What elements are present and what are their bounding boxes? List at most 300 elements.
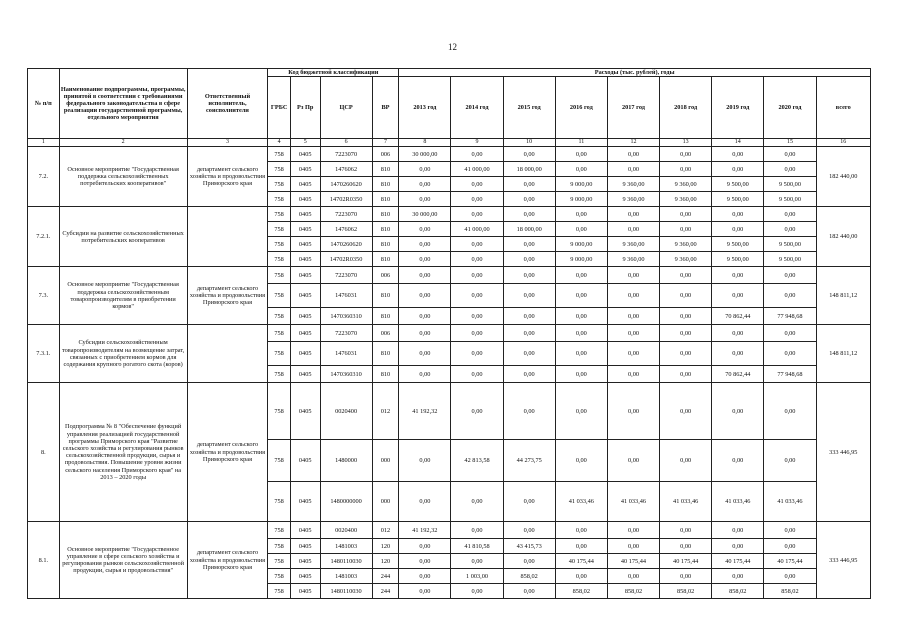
year-amount-cell: 77 948,68 bbox=[764, 366, 816, 383]
csr-cell: 1481003 bbox=[320, 539, 372, 554]
year-amount-cell: 0,00 bbox=[399, 267, 451, 284]
csr-cell: 1481003 bbox=[320, 569, 372, 584]
page-number: 12 bbox=[448, 42, 457, 52]
year-amount-cell: 0,00 bbox=[451, 482, 503, 522]
rzpr-cell: 0405 bbox=[290, 325, 320, 342]
year-amount-cell: 0,00 bbox=[555, 539, 607, 554]
rzpr-cell: 0405 bbox=[290, 539, 320, 554]
rzpr-cell: 0405 bbox=[290, 584, 320, 599]
rzpr-cell: 0405 bbox=[290, 284, 320, 308]
year-amount-cell: 0,00 bbox=[607, 267, 659, 284]
year-amount-cell: 858,02 bbox=[712, 584, 764, 599]
vr-cell: 012 bbox=[372, 383, 399, 440]
item-name: Субсидии сельскохозяйственным товаропроизводителям на возмещение затрат, связанных с приобретением кормов для содержания крупного рогатого скота (коров) bbox=[59, 325, 187, 383]
year-amount-cell: 0,00 bbox=[660, 366, 712, 383]
year-amount-cell: 0,00 bbox=[503, 584, 555, 599]
year-amount-cell: 0,00 bbox=[712, 569, 764, 584]
year-amount-cell: 0,00 bbox=[503, 383, 555, 440]
item-responsible: департамент сельского хозяйства и продовольствия Приморского края bbox=[187, 383, 268, 522]
year-amount-cell: 41 810,58 bbox=[451, 539, 503, 554]
rzpr-cell: 0405 bbox=[290, 308, 320, 325]
year-amount-cell: 41 033,46 bbox=[555, 482, 607, 522]
year-amount-cell: 41 033,46 bbox=[607, 482, 659, 522]
year-amount-cell: 41 000,00 bbox=[451, 162, 503, 177]
grbs-cell: 758 bbox=[268, 482, 291, 522]
csr-cell: 1476062 bbox=[320, 162, 372, 177]
vr-cell: 810 bbox=[372, 252, 399, 267]
year-amount-cell: 40 175,44 bbox=[607, 554, 659, 569]
year-amount-cell: 9 500,00 bbox=[712, 192, 764, 207]
year-amount-cell: 0,00 bbox=[712, 383, 764, 440]
vr-cell: 810 bbox=[372, 177, 399, 192]
year-amount-cell: 0,00 bbox=[451, 325, 503, 342]
year-amount-cell: 9 360,00 bbox=[660, 192, 712, 207]
year-amount-cell: 0,00 bbox=[399, 440, 451, 482]
year-amount-cell: 0,00 bbox=[451, 584, 503, 599]
vr-cell: 810 bbox=[372, 192, 399, 207]
year-amount-cell: 0,00 bbox=[451, 192, 503, 207]
year-amount-cell: 858,02 bbox=[503, 569, 555, 584]
item-name: Основное мероприятие "Государственная поддержка сельскохозяйственным товаропроизводителям в приобретении кормов" bbox=[59, 267, 187, 325]
year-amount-cell: 858,02 bbox=[660, 584, 712, 599]
year-amount-cell: 0,00 bbox=[555, 325, 607, 342]
csr-cell: 0020400 bbox=[320, 522, 372, 539]
year-amount-cell: 0,00 bbox=[399, 192, 451, 207]
year-amount-cell: 0,00 bbox=[503, 207, 555, 222]
year-amount-cell: 70 862,44 bbox=[712, 366, 764, 383]
year-amount-cell: 0,00 bbox=[764, 383, 816, 440]
year-amount-cell: 0,00 bbox=[764, 569, 816, 584]
year-amount-cell: 30 000,00 bbox=[399, 207, 451, 222]
year-amount-cell: 0,00 bbox=[607, 342, 659, 366]
year-amount-cell: 0,00 bbox=[607, 366, 659, 383]
header-grbs: ГРБС bbox=[268, 77, 291, 139]
grbs-cell: 758 bbox=[268, 569, 291, 584]
year-amount-cell: 0,00 bbox=[607, 308, 659, 325]
year-amount-cell: 0,00 bbox=[399, 252, 451, 267]
grbs-cell: 758 bbox=[268, 366, 291, 383]
year-amount-cell: 0,00 bbox=[607, 284, 659, 308]
year-amount-cell: 9 000,00 bbox=[555, 192, 607, 207]
year-amount-cell: 0,00 bbox=[607, 325, 659, 342]
header-total: всего bbox=[816, 77, 870, 139]
year-amount-cell: 0,00 bbox=[607, 522, 659, 539]
year-amount-cell: 1 003,00 bbox=[451, 569, 503, 584]
year-amount-cell: 0,00 bbox=[503, 147, 555, 162]
header-year: 2016 год bbox=[555, 77, 607, 139]
year-amount-cell: 0,00 bbox=[764, 539, 816, 554]
header-name: Наименование подпрограммы, программы, принятой в соответствии с требованиями федерального законодательства в сфере реализации государственной программы, отдельного мероприятия bbox=[59, 69, 187, 139]
year-amount-cell: 0,00 bbox=[399, 177, 451, 192]
rzpr-cell: 0405 bbox=[290, 366, 320, 383]
column-index: 7 bbox=[372, 139, 399, 147]
header-vr: ВР bbox=[372, 77, 399, 139]
year-amount-cell: 0,00 bbox=[555, 147, 607, 162]
grbs-cell: 758 bbox=[268, 539, 291, 554]
year-amount-cell: 40 175,44 bbox=[764, 554, 816, 569]
csr-cell: 7223070 bbox=[320, 267, 372, 284]
vr-cell: 810 bbox=[372, 207, 399, 222]
rzpr-cell: 0405 bbox=[290, 482, 320, 522]
year-amount-cell: 0,00 bbox=[503, 522, 555, 539]
vr-cell: 012 bbox=[372, 522, 399, 539]
year-amount-cell: 0,00 bbox=[399, 222, 451, 237]
year-amount-cell: 9 360,00 bbox=[660, 252, 712, 267]
rzpr-cell: 0405 bbox=[290, 554, 320, 569]
year-amount-cell: 0,00 bbox=[555, 440, 607, 482]
grbs-cell: 758 bbox=[268, 207, 291, 222]
year-amount-cell: 0,00 bbox=[399, 308, 451, 325]
item-total: 333 446,95 bbox=[816, 522, 870, 599]
year-amount-cell: 0,00 bbox=[712, 539, 764, 554]
column-index: 15 bbox=[764, 139, 816, 147]
year-amount-cell: 0,00 bbox=[764, 440, 816, 482]
grbs-cell: 758 bbox=[268, 308, 291, 325]
year-amount-cell: 0,00 bbox=[503, 342, 555, 366]
csr-cell: 1480110030 bbox=[320, 584, 372, 599]
year-amount-cell: 9 500,00 bbox=[712, 252, 764, 267]
vr-cell: 006 bbox=[372, 325, 399, 342]
year-amount-cell: 0,00 bbox=[607, 147, 659, 162]
year-amount-cell: 0,00 bbox=[764, 207, 816, 222]
item-total: 148 811,12 bbox=[816, 267, 870, 325]
year-amount-cell: 70 862,44 bbox=[712, 308, 764, 325]
column-index: 5 bbox=[290, 139, 320, 147]
header-year: 2014 год bbox=[451, 77, 503, 139]
item-responsible: департамент сельского хозяйства и продовольствия Приморского края bbox=[187, 267, 268, 325]
year-amount-cell: 9 000,00 bbox=[555, 252, 607, 267]
year-amount-cell: 0,00 bbox=[660, 325, 712, 342]
column-index: 3 bbox=[187, 139, 268, 147]
vr-cell: 810 bbox=[372, 342, 399, 366]
year-amount-cell: 41 000,00 bbox=[451, 222, 503, 237]
table-row bbox=[28, 522, 871, 539]
year-amount-cell: 0,00 bbox=[451, 147, 503, 162]
year-amount-cell: 42 813,58 bbox=[451, 440, 503, 482]
year-amount-cell: 0,00 bbox=[660, 569, 712, 584]
csr-cell: 1476031 bbox=[320, 342, 372, 366]
year-amount-cell: 0,00 bbox=[451, 366, 503, 383]
year-amount-cell: 0,00 bbox=[451, 237, 503, 252]
year-amount-cell: 0,00 bbox=[660, 147, 712, 162]
year-amount-cell: 9 500,00 bbox=[764, 237, 816, 252]
year-amount-cell: 9 360,00 bbox=[607, 252, 659, 267]
csr-cell: 1476062 bbox=[320, 222, 372, 237]
vr-cell: 000 bbox=[372, 482, 399, 522]
grbs-cell: 758 bbox=[268, 383, 291, 440]
year-amount-cell: 9 360,00 bbox=[607, 237, 659, 252]
year-amount-cell: 18 000,00 bbox=[503, 162, 555, 177]
table-row bbox=[28, 383, 871, 440]
vr-cell: 120 bbox=[372, 554, 399, 569]
year-amount-cell: 77 948,68 bbox=[764, 308, 816, 325]
rzpr-cell: 0405 bbox=[290, 252, 320, 267]
year-amount-cell: 0,00 bbox=[555, 308, 607, 325]
year-amount-cell: 0,00 bbox=[764, 267, 816, 284]
vr-cell: 244 bbox=[372, 584, 399, 599]
budget-table bbox=[27, 68, 871, 599]
year-amount-cell: 0,00 bbox=[399, 569, 451, 584]
rzpr-cell: 0405 bbox=[290, 222, 320, 237]
header-rzpr: Рз Пр bbox=[290, 77, 320, 139]
csr-cell: 1480110030 bbox=[320, 554, 372, 569]
year-amount-cell: 0,00 bbox=[712, 162, 764, 177]
year-amount-cell: 0,00 bbox=[451, 342, 503, 366]
rzpr-cell: 0405 bbox=[290, 267, 320, 284]
item-name: Подпрограмма № 8 "Обеспечение функций управления реализацией государственной программы Приморского края "Развитие сельского хозяйства и регулирования рынков сельскохозяйственной продукции, сырья и продовольствия. Повышение уровня жизни сельского населения Приморского края" на 2013 – 2020 годы bbox=[59, 383, 187, 522]
item-number: 8. bbox=[28, 383, 60, 522]
csr-cell: 1480000000 bbox=[320, 482, 372, 522]
column-index: 6 bbox=[320, 139, 372, 147]
year-amount-cell: 0,00 bbox=[399, 554, 451, 569]
year-amount-cell: 0,00 bbox=[503, 482, 555, 522]
grbs-cell: 758 bbox=[268, 440, 291, 482]
year-amount-cell: 858,02 bbox=[555, 584, 607, 599]
column-index: 16 bbox=[816, 139, 870, 147]
rzpr-cell: 0405 bbox=[290, 569, 320, 584]
csr-cell: 7223070 bbox=[320, 325, 372, 342]
vr-cell: 810 bbox=[372, 308, 399, 325]
item-name: Субсидии на развитие сельскохозяйственных потребительских кооперативов bbox=[59, 207, 187, 267]
year-amount-cell: 858,02 bbox=[764, 584, 816, 599]
year-amount-cell: 0,00 bbox=[451, 207, 503, 222]
year-amount-cell: 41 033,46 bbox=[764, 482, 816, 522]
year-amount-cell: 0,00 bbox=[660, 284, 712, 308]
table-body bbox=[28, 147, 871, 599]
year-amount-cell: 18 000,00 bbox=[503, 222, 555, 237]
year-amount-cell: 0,00 bbox=[555, 162, 607, 177]
item-name: Основное мероприятие "Государственное управление в сфере сельского хозяйства и регулирования рынков сельскохозяйственной продукции, сырья и продовольствия" bbox=[59, 522, 187, 599]
rzpr-cell: 0405 bbox=[290, 192, 320, 207]
csr-cell: 14702R0350 bbox=[320, 192, 372, 207]
year-amount-cell: 0,00 bbox=[451, 284, 503, 308]
year-amount-cell: 30 000,00 bbox=[399, 147, 451, 162]
item-total: 333 446,95 bbox=[816, 383, 870, 522]
year-amount-cell: 0,00 bbox=[712, 522, 764, 539]
csr-cell: 14702R0350 bbox=[320, 252, 372, 267]
year-amount-cell: 9 500,00 bbox=[764, 192, 816, 207]
year-amount-cell: 44 273,75 bbox=[503, 440, 555, 482]
year-amount-cell: 0,00 bbox=[764, 162, 816, 177]
grbs-cell: 758 bbox=[268, 342, 291, 366]
year-amount-cell: 0,00 bbox=[503, 267, 555, 284]
table-row bbox=[28, 267, 871, 284]
year-amount-cell: 0,00 bbox=[712, 284, 764, 308]
year-amount-cell: 0,00 bbox=[660, 383, 712, 440]
year-amount-cell: 9 000,00 bbox=[555, 237, 607, 252]
column-index: 12 bbox=[607, 139, 659, 147]
csr-cell: 1470260620 bbox=[320, 237, 372, 252]
year-amount-cell: 0,00 bbox=[503, 308, 555, 325]
column-index: 2 bbox=[59, 139, 187, 147]
csr-cell: 1470360310 bbox=[320, 308, 372, 325]
year-amount-cell: 0,00 bbox=[764, 325, 816, 342]
year-amount-cell: 0,00 bbox=[555, 383, 607, 440]
vr-cell: 810 bbox=[372, 162, 399, 177]
year-amount-cell: 0,00 bbox=[607, 440, 659, 482]
column-index: 4 bbox=[268, 139, 291, 147]
vr-cell: 006 bbox=[372, 267, 399, 284]
vr-cell: 810 bbox=[372, 237, 399, 252]
rzpr-cell: 0405 bbox=[290, 522, 320, 539]
year-amount-cell: 0,00 bbox=[764, 522, 816, 539]
year-amount-cell: 0,00 bbox=[399, 342, 451, 366]
vr-cell: 810 bbox=[372, 222, 399, 237]
year-amount-cell: 0,00 bbox=[555, 284, 607, 308]
year-amount-cell: 0,00 bbox=[451, 252, 503, 267]
rzpr-cell: 0405 bbox=[290, 383, 320, 440]
year-amount-cell: 0,00 bbox=[555, 222, 607, 237]
year-amount-cell: 0,00 bbox=[764, 284, 816, 308]
year-amount-cell: 0,00 bbox=[399, 539, 451, 554]
year-amount-cell: 0,00 bbox=[451, 522, 503, 539]
year-amount-cell: 40 175,44 bbox=[660, 554, 712, 569]
year-amount-cell: 0,00 bbox=[399, 482, 451, 522]
grbs-cell: 758 bbox=[268, 177, 291, 192]
item-responsible: департамент сельского хозяйства и продовольствия Приморского края bbox=[187, 147, 268, 207]
grbs-cell: 758 bbox=[268, 554, 291, 569]
vr-cell: 810 bbox=[372, 366, 399, 383]
item-responsible: департамент сельского хозяйства и продовольствия Приморского края bbox=[187, 522, 268, 599]
year-amount-cell: 0,00 bbox=[399, 366, 451, 383]
item-total: 182 440,00 bbox=[816, 147, 870, 207]
year-amount-cell: 0,00 bbox=[764, 342, 816, 366]
year-amount-cell: 0,00 bbox=[607, 207, 659, 222]
header-year: 2015 год bbox=[503, 77, 555, 139]
year-amount-cell: 41 192,32 bbox=[399, 522, 451, 539]
grbs-cell: 758 bbox=[268, 325, 291, 342]
year-amount-cell: 0,00 bbox=[764, 147, 816, 162]
grbs-cell: 758 bbox=[268, 192, 291, 207]
year-amount-cell: 0,00 bbox=[399, 584, 451, 599]
vr-cell: 006 bbox=[372, 147, 399, 162]
grbs-cell: 758 bbox=[268, 162, 291, 177]
year-amount-cell: 0,00 bbox=[660, 308, 712, 325]
table-row bbox=[28, 207, 871, 222]
year-amount-cell: 0,00 bbox=[607, 162, 659, 177]
year-amount-cell: 9 500,00 bbox=[712, 177, 764, 192]
year-amount-cell: 0,00 bbox=[712, 342, 764, 366]
rzpr-cell: 0405 bbox=[290, 147, 320, 162]
year-amount-cell: 0,00 bbox=[399, 162, 451, 177]
year-amount-cell: 0,00 bbox=[712, 440, 764, 482]
year-amount-cell: 0,00 bbox=[607, 222, 659, 237]
column-index: 1 bbox=[28, 139, 60, 147]
year-amount-cell: 43 415,73 bbox=[503, 539, 555, 554]
year-amount-cell: 41 033,46 bbox=[712, 482, 764, 522]
year-amount-cell: 9 500,00 bbox=[764, 177, 816, 192]
item-responsible bbox=[187, 207, 268, 267]
column-index: 10 bbox=[503, 139, 555, 147]
grbs-cell: 758 bbox=[268, 147, 291, 162]
vr-cell: 810 bbox=[372, 284, 399, 308]
year-amount-cell: 0,00 bbox=[555, 342, 607, 366]
item-number: 7.2.1. bbox=[28, 207, 60, 267]
year-amount-cell: 0,00 bbox=[451, 554, 503, 569]
year-amount-cell: 0,00 bbox=[503, 554, 555, 569]
grbs-cell: 758 bbox=[268, 237, 291, 252]
header-year: 2017 год bbox=[607, 77, 659, 139]
vr-cell: 244 bbox=[372, 569, 399, 584]
year-amount-cell: 0,00 bbox=[451, 267, 503, 284]
year-amount-cell: 0,00 bbox=[503, 366, 555, 383]
grbs-cell: 758 bbox=[268, 252, 291, 267]
rzpr-cell: 0405 bbox=[290, 342, 320, 366]
year-amount-cell: 0,00 bbox=[399, 237, 451, 252]
year-amount-cell: 0,00 bbox=[503, 252, 555, 267]
item-total: 148 811,12 bbox=[816, 325, 870, 383]
rzpr-cell: 0405 bbox=[290, 177, 320, 192]
grbs-cell: 758 bbox=[268, 584, 291, 599]
year-amount-cell: 0,00 bbox=[712, 222, 764, 237]
year-amount-cell: 0,00 bbox=[503, 284, 555, 308]
year-amount-cell: 0,00 bbox=[660, 162, 712, 177]
year-amount-cell: 858,02 bbox=[607, 584, 659, 599]
year-amount-cell: 0,00 bbox=[555, 207, 607, 222]
grbs-cell: 758 bbox=[268, 267, 291, 284]
year-amount-cell: 0,00 bbox=[555, 522, 607, 539]
header-num: № п/п bbox=[28, 69, 60, 139]
year-amount-cell: 0,00 bbox=[555, 366, 607, 383]
header-kbk-group: Код бюджетной классификации bbox=[268, 69, 399, 77]
csr-cell: 1480000 bbox=[320, 440, 372, 482]
year-amount-cell: 9 360,00 bbox=[607, 192, 659, 207]
year-amount-cell: 0,00 bbox=[503, 192, 555, 207]
item-number: 7.3. bbox=[28, 267, 60, 325]
year-amount-cell: 41 192,32 bbox=[399, 383, 451, 440]
header-csr: ЦСР bbox=[320, 77, 372, 139]
csr-cell: 7223070 bbox=[320, 147, 372, 162]
rzpr-cell: 0405 bbox=[290, 440, 320, 482]
year-amount-cell: 0,00 bbox=[660, 522, 712, 539]
year-amount-cell: 0,00 bbox=[607, 539, 659, 554]
csr-cell: 0020400 bbox=[320, 383, 372, 440]
year-amount-cell: 0,00 bbox=[451, 383, 503, 440]
year-amount-cell: 0,00 bbox=[555, 569, 607, 584]
grbs-cell: 758 bbox=[268, 222, 291, 237]
header-year: 2019 год bbox=[712, 77, 764, 139]
csr-cell: 1470360310 bbox=[320, 366, 372, 383]
year-amount-cell: 0,00 bbox=[399, 284, 451, 308]
year-amount-cell: 9 360,00 bbox=[660, 237, 712, 252]
year-amount-cell: 9 500,00 bbox=[712, 237, 764, 252]
year-amount-cell: 0,00 bbox=[712, 325, 764, 342]
grbs-cell: 758 bbox=[268, 522, 291, 539]
year-amount-cell: 9 360,00 bbox=[607, 177, 659, 192]
header-responsible: Ответственный исполнитель, соисполнители bbox=[187, 69, 268, 139]
column-index: 11 bbox=[555, 139, 607, 147]
rzpr-cell: 0405 bbox=[290, 237, 320, 252]
header-year: 2018 год bbox=[660, 77, 712, 139]
year-amount-cell: 0,00 bbox=[503, 177, 555, 192]
year-amount-cell: 0,00 bbox=[712, 207, 764, 222]
year-amount-cell: 9 000,00 bbox=[555, 177, 607, 192]
year-amount-cell: 0,00 bbox=[451, 308, 503, 325]
csr-cell: 7223070 bbox=[320, 207, 372, 222]
item-number: 8.1. bbox=[28, 522, 60, 599]
column-index: 13 bbox=[660, 139, 712, 147]
column-index: 9 bbox=[451, 139, 503, 147]
year-amount-cell: 0,00 bbox=[660, 342, 712, 366]
year-amount-cell: 0,00 bbox=[660, 267, 712, 284]
column-index: 14 bbox=[712, 139, 764, 147]
year-amount-cell: 0,00 bbox=[503, 325, 555, 342]
header-expenses-group: Расходы (тыс. рублей), годы bbox=[399, 69, 871, 77]
year-amount-cell: 40 175,44 bbox=[712, 554, 764, 569]
year-amount-cell: 9 360,00 bbox=[660, 177, 712, 192]
vr-cell: 000 bbox=[372, 440, 399, 482]
item-number: 7.2. bbox=[28, 147, 60, 207]
